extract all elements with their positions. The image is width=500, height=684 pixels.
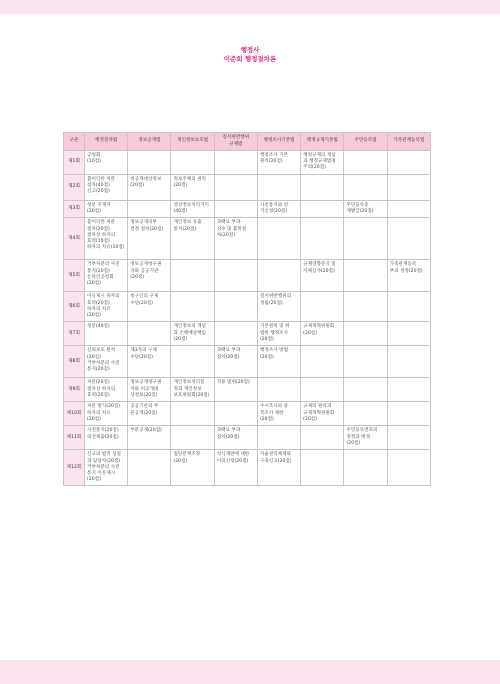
table-cell: 기본원칙 및 위 법한 행정조사 (20점): [257, 322, 300, 346]
table-cell: [387, 292, 430, 322]
table-cell: 행정조사 기본 원칙(20점): [257, 151, 300, 175]
table-cell: [344, 260, 387, 292]
table-cell: [128, 151, 171, 175]
table-row: [64, 201, 431, 218]
table-cell: [301, 346, 344, 378]
table-cell: [344, 292, 387, 322]
table-cell: 사전통지와 연 기신청(20점): [257, 201, 300, 218]
table-cell: [171, 426, 214, 450]
column-header: 가족관계등록법: [387, 133, 430, 151]
table-cell: [257, 175, 300, 201]
table-cell: 수시조사와 중 복조사 제한 (20점): [257, 402, 300, 426]
table-cell: [128, 450, 171, 486]
table-row: [64, 292, 431, 322]
table-cell: [171, 260, 214, 292]
table-cell: [128, 322, 171, 346]
table-cell: [214, 201, 257, 218]
table-cell: [257, 260, 300, 292]
table-cell: [171, 346, 214, 378]
table-cell: [344, 322, 387, 346]
table-cell: [214, 260, 257, 292]
subject-label: 행정사: [240, 46, 260, 54]
table-cell: [301, 450, 344, 486]
table-cell: [387, 402, 430, 426]
column-header: 정보공개법: [128, 133, 171, 151]
table-cell: 정보공개의부 결정 절차(20점): [128, 218, 171, 260]
table-cell: 사전통지(20점) 의견제출(20점): [85, 426, 128, 450]
table-row: [64, 426, 431, 450]
table-cell: [344, 450, 387, 486]
row-label: 제11회: [64, 426, 85, 450]
table-cell: [344, 175, 387, 201]
table-row: [64, 322, 431, 346]
table-cell: [387, 450, 430, 486]
column-header: 행정규제기본법: [301, 133, 344, 151]
table-cell: [344, 402, 387, 426]
table-cell: [387, 426, 430, 450]
table-cell: 규제영향분석 및 자체심사(20점): [301, 260, 344, 292]
table-cell: 개인정보의 개념 과 손해배상책임 (20점): [171, 322, 214, 346]
table-cell: 부분공개(20점): [128, 426, 171, 450]
table-cell: [257, 426, 300, 450]
table-cell: 가족관계등록 부의 정정(20점): [387, 260, 430, 292]
column-header: 행정절차법: [85, 133, 128, 151]
table-cell: [387, 218, 430, 260]
table-cell: [214, 322, 257, 346]
column-header: 주민등록법: [344, 133, 387, 151]
row-label: 제1회: [64, 151, 85, 175]
table-cell: [128, 201, 171, 218]
table-cell: 정보공개청구권 자와 공공기관 (20점): [128, 260, 171, 292]
row-label: 제3회: [64, 201, 85, 218]
page-title: 이준희 행정절차론: [223, 55, 277, 63]
column-header: 구분: [64, 133, 85, 151]
table-cell: 행정조사 방법 (20점): [257, 346, 300, 378]
table-cell: 주민등록번호의 정정과 변경 (20점): [344, 426, 387, 450]
table-cell: 과태료 부과· 징수 및 불복절 차(20점): [214, 218, 257, 260]
table-cell: [387, 346, 430, 378]
row-label: 제7회: [64, 322, 85, 346]
table-row: [64, 260, 431, 292]
table-cell: 제3자의 구제 수단(20점): [128, 346, 171, 378]
table-row: [64, 218, 431, 260]
table-cell: [344, 218, 387, 260]
table-cell: [214, 151, 257, 175]
table-cell: 이유제시 하자의 효력(20점) 하자의 치유 (20점): [85, 292, 128, 322]
table-cell: [257, 218, 300, 260]
row-label: 제10회: [64, 402, 85, 426]
row-label: 제8회: [64, 346, 85, 378]
table-cell: 주민등록증 재발급(20점): [344, 201, 387, 218]
table-cell: 질서위반행위의 성립(20점): [257, 292, 300, 322]
table-cell: 집단분쟁조정 (20점): [171, 450, 214, 486]
column-header: 행정조사기본법: [257, 133, 300, 151]
table-cell: 규제개혁위원회 (20점): [301, 322, 344, 346]
table-cell: [171, 402, 214, 426]
table-row: [64, 402, 431, 426]
table-cell: 신고의 법적 성질 과 담당자(20점) 거부처분의 사전 통지 이유제시 (20점): [85, 450, 128, 486]
table-cell: [301, 175, 344, 201]
table-cell: [214, 402, 257, 426]
table-cell: [387, 201, 430, 218]
table-cell: 과태료 부과 절차(20점): [214, 346, 257, 378]
table-cell: [257, 378, 300, 402]
table-cell: 개인정보처리를 정과 개인정보 보호위원회(20점): [171, 378, 214, 402]
table-cell: 정보주체의 권리 (20점): [171, 175, 214, 201]
row-label: 제2회: [64, 175, 85, 201]
table-cell: 정보공개청구권 자와 비공개대 상정보(20점): [128, 378, 171, 402]
table-row: [64, 175, 431, 201]
table-cell: 공공기관의 부 분공개(20점): [128, 402, 171, 426]
row-label: 제12회: [64, 450, 85, 486]
table-cell: 공청회 (10점): [85, 151, 128, 175]
table-cell: 비공개대상정보 (20점): [128, 175, 171, 201]
table-cell: [301, 292, 344, 322]
table-header-row: [64, 133, 431, 151]
row-label: 제6회: [64, 292, 85, 322]
table-cell: 신뢰보호 원칙 (20점) 거부처분의 사전 통지(20점): [85, 346, 128, 378]
table-cell: [344, 151, 387, 175]
table-cell: [301, 378, 344, 402]
table-cell: [171, 292, 214, 322]
bottom-band: [0, 660, 500, 684]
table-cell: [301, 426, 344, 450]
title-block: [0, 46, 500, 64]
row-label: 제5회: [64, 260, 85, 292]
table-cell: [171, 151, 214, 175]
table-cell: 불이익한 처분 절차(40점) 신고(20점): [85, 175, 128, 201]
row-label: 제9회: [64, 378, 85, 402]
column-header: 질서위반행위 규제법: [214, 133, 257, 151]
table-row: [64, 346, 431, 378]
table-cell: 거부처분의 사전 통지(20점) 온라인공청회 (20점): [85, 260, 128, 292]
exam-topic-table: [63, 132, 431, 486]
table-cell: [344, 346, 387, 378]
top-band: [0, 0, 500, 14]
table-cell: 처분 방식(20점) 하자의 치유 (20점): [85, 402, 128, 426]
row-label: 제4회: [64, 218, 85, 260]
table-cell: 적용 범위(20점): [214, 378, 257, 402]
table-cell: 처분(20점) 절차상 하자의 효력(20점): [85, 378, 128, 402]
table-cell: 과태료 부과 절차(20점): [214, 426, 257, 450]
table-cell: [387, 151, 430, 175]
table-cell: [214, 175, 257, 201]
table-cell: 영상정보처리기기 (40점): [171, 201, 214, 218]
table-cell: 청구인의 구제 수단(20점): [128, 292, 171, 322]
table-cell: [387, 175, 430, 201]
table-cell: [301, 201, 344, 218]
table-cell: 규제의 원칙과 규제개혁위원회 (20점): [301, 402, 344, 426]
table-row: [64, 378, 431, 402]
table-cell: 불이익한 처분 절차(20점) 절차상 하자의 효력(10점) 하자의 치유(10점): [85, 218, 128, 260]
table-cell: 개인정보 유출 통지(20점): [171, 218, 214, 260]
table-cell: 자율관리체제와 구축신고(20점): [257, 450, 300, 486]
table-cell: [387, 322, 430, 346]
table-cell: [301, 218, 344, 260]
column-header: 개인정보보호법: [171, 133, 214, 151]
table-cell: 청문 주재자 (20점): [85, 201, 128, 218]
table-row: [64, 151, 431, 175]
table-cell: [387, 378, 430, 402]
table-cell: 청문(40점): [85, 322, 128, 346]
table-cell: 행정규제의 개념 과 행정규제법정 주의(20점): [301, 151, 344, 175]
table-row: [64, 450, 431, 486]
table-cell: [214, 292, 257, 322]
table-body: [64, 151, 431, 486]
table-cell: [344, 378, 387, 402]
table-cell: 약식재판에 대한 이의신청(20점): [214, 450, 257, 486]
